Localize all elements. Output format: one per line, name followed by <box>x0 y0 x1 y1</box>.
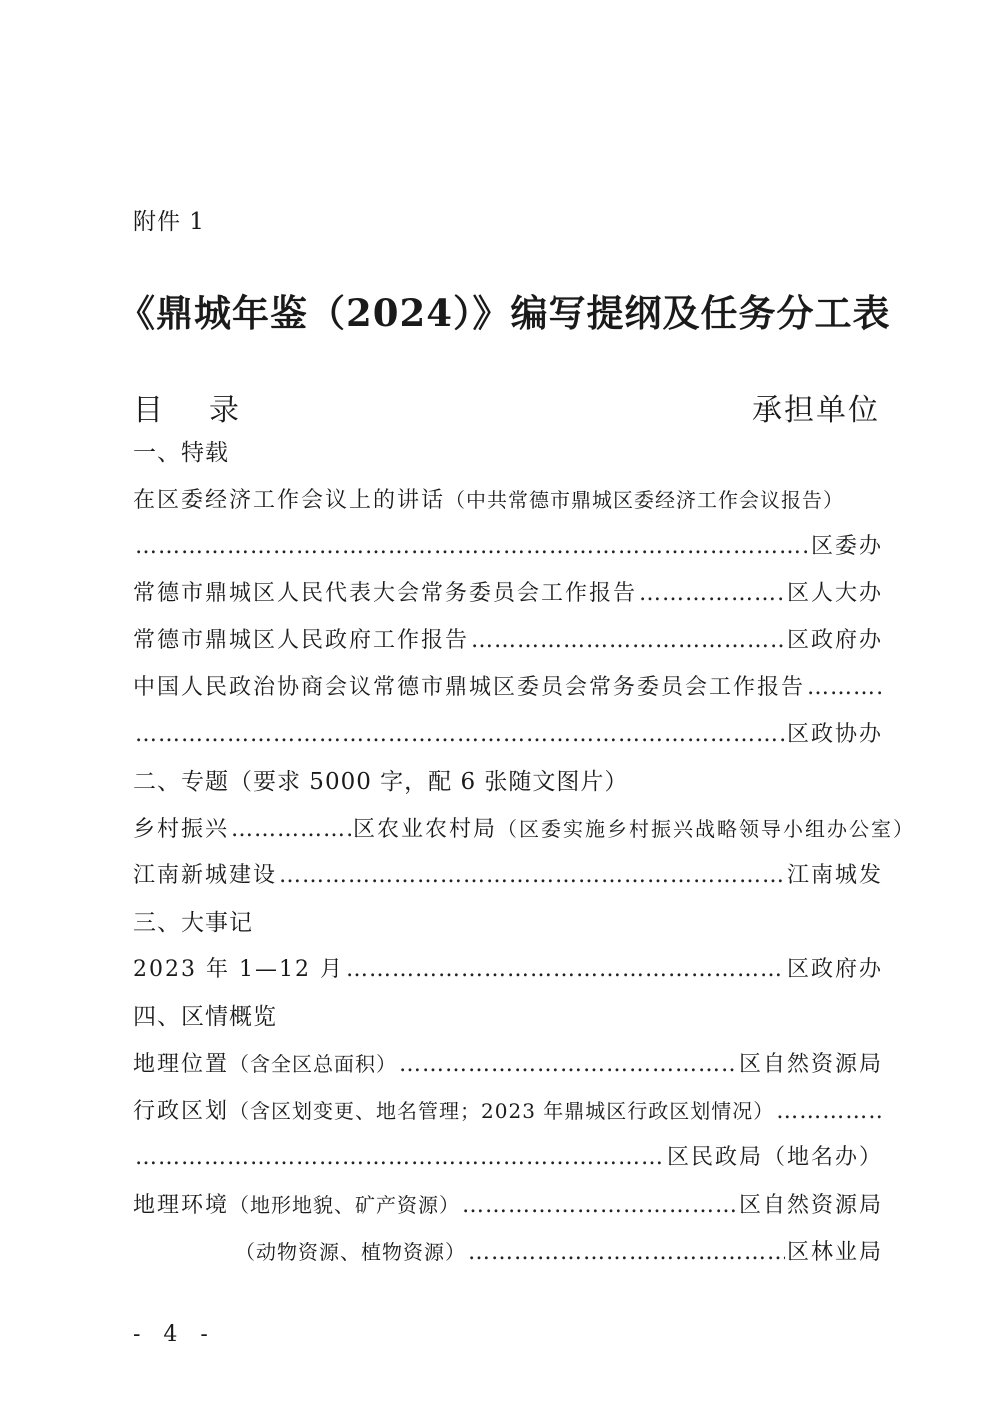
entry-unit: 区政府办 <box>786 628 883 653</box>
section-heading <box>133 436 883 470</box>
entry-title: 江南新城建设 <box>133 863 278 888</box>
entry-note: （含区划变更、地名管理；2023 年鼎城区行政区划情况） <box>229 1099 775 1123</box>
entry-unit: 区农业农村局 <box>353 817 498 842</box>
list-item <box>133 812 916 846</box>
list-item <box>133 1094 883 1128</box>
document-title: 《鼎城年鉴（2024）》编写提纲及任务分工表 <box>118 291 891 335</box>
attachment-label: 附件 1 <box>133 209 205 235</box>
entry-unit: 区自然资源局 <box>738 1052 883 1077</box>
entry-note: （含全区总面积） <box>229 1052 398 1076</box>
entry-note: （动物资源、植物资源） <box>235 1240 466 1264</box>
leader-dots <box>231 813 351 847</box>
entry-note: （地形地貌、矿产资源） <box>229 1193 461 1217</box>
list-item <box>133 483 883 517</box>
entry-title: 乡村振兴 <box>133 817 230 842</box>
entry-unit: 区林业局 <box>786 1240 883 1265</box>
page-number: - 4 - <box>133 1322 216 1347</box>
list-item-continuation <box>133 718 883 752</box>
entry-unit: 区委办 <box>810 534 883 559</box>
section-heading <box>133 1000 883 1034</box>
section-4-title: 四、区情概览 <box>133 1004 277 1030</box>
entry-note: （中共常德市鼎城区委经济工作会议报告） <box>445 488 845 512</box>
entry-title: 2023 年 1—12 月 <box>133 957 344 982</box>
section-3-title: 三、大事记 <box>133 910 253 936</box>
leader-dots <box>807 671 881 705</box>
list-item <box>133 1188 883 1222</box>
leader-dots <box>399 1048 737 1082</box>
entry-unit-note: （区委实施乡村振兴战略领导小组办公室） <box>497 817 916 841</box>
entry-unit: 区政协办 <box>786 722 883 747</box>
entry-title: 地理环境 <box>133 1193 230 1218</box>
leader-dots <box>468 1236 785 1270</box>
leader-dots <box>776 1095 881 1129</box>
entry-title: 中国人民政治协商会议常德市鼎城区委员会常务委员会工作报告 <box>133 675 806 700</box>
entry-unit: 区民政局 <box>666 1145 763 1170</box>
leader-dots <box>471 624 785 658</box>
entry-unit: 区政府办 <box>786 957 883 982</box>
list-item <box>133 1047 883 1081</box>
section-heading <box>133 906 883 940</box>
entry-unit: 区人大办 <box>786 581 883 606</box>
list-item-continuation <box>133 530 883 564</box>
leader-dots <box>639 577 785 611</box>
section-heading <box>133 765 883 799</box>
leader-dots <box>135 718 785 752</box>
leader-dots <box>135 1141 665 1175</box>
leader-dots <box>135 530 809 564</box>
contents-heading: 目录 <box>133 393 285 428</box>
entry-unit: 江南城发 <box>786 863 883 888</box>
entry-title: 常德市鼎城区人民政府工作报告 <box>133 628 470 653</box>
entry-title: 常德市鼎城区人民代表大会常务委员会工作报告 <box>133 581 638 606</box>
leader-dots <box>462 1189 737 1223</box>
list-item <box>133 671 883 705</box>
leader-dots <box>279 859 785 893</box>
entry-unit-note: （地名办） <box>762 1145 883 1170</box>
section-2-title: 二、专题（要求 5000 字，配 6 张随文图片） <box>133 769 629 795</box>
list-item <box>235 1235 883 1269</box>
list-item <box>133 953 883 987</box>
entry-title: 在区委经济工作会议上的讲话 <box>133 488 446 513</box>
table-header <box>133 385 880 428</box>
unit-heading: 承担单位 <box>752 393 880 428</box>
entry-title: 地理位置 <box>133 1052 230 1077</box>
entry-unit: 区自然资源局 <box>738 1193 883 1218</box>
entry-title: 行政区划 <box>133 1099 230 1124</box>
list-item <box>133 624 883 658</box>
section-1-title: 一、特载 <box>133 440 229 466</box>
list-item <box>133 859 883 893</box>
list-item <box>133 577 883 611</box>
list-item-continuation <box>133 1141 883 1175</box>
leader-dots <box>346 953 785 987</box>
